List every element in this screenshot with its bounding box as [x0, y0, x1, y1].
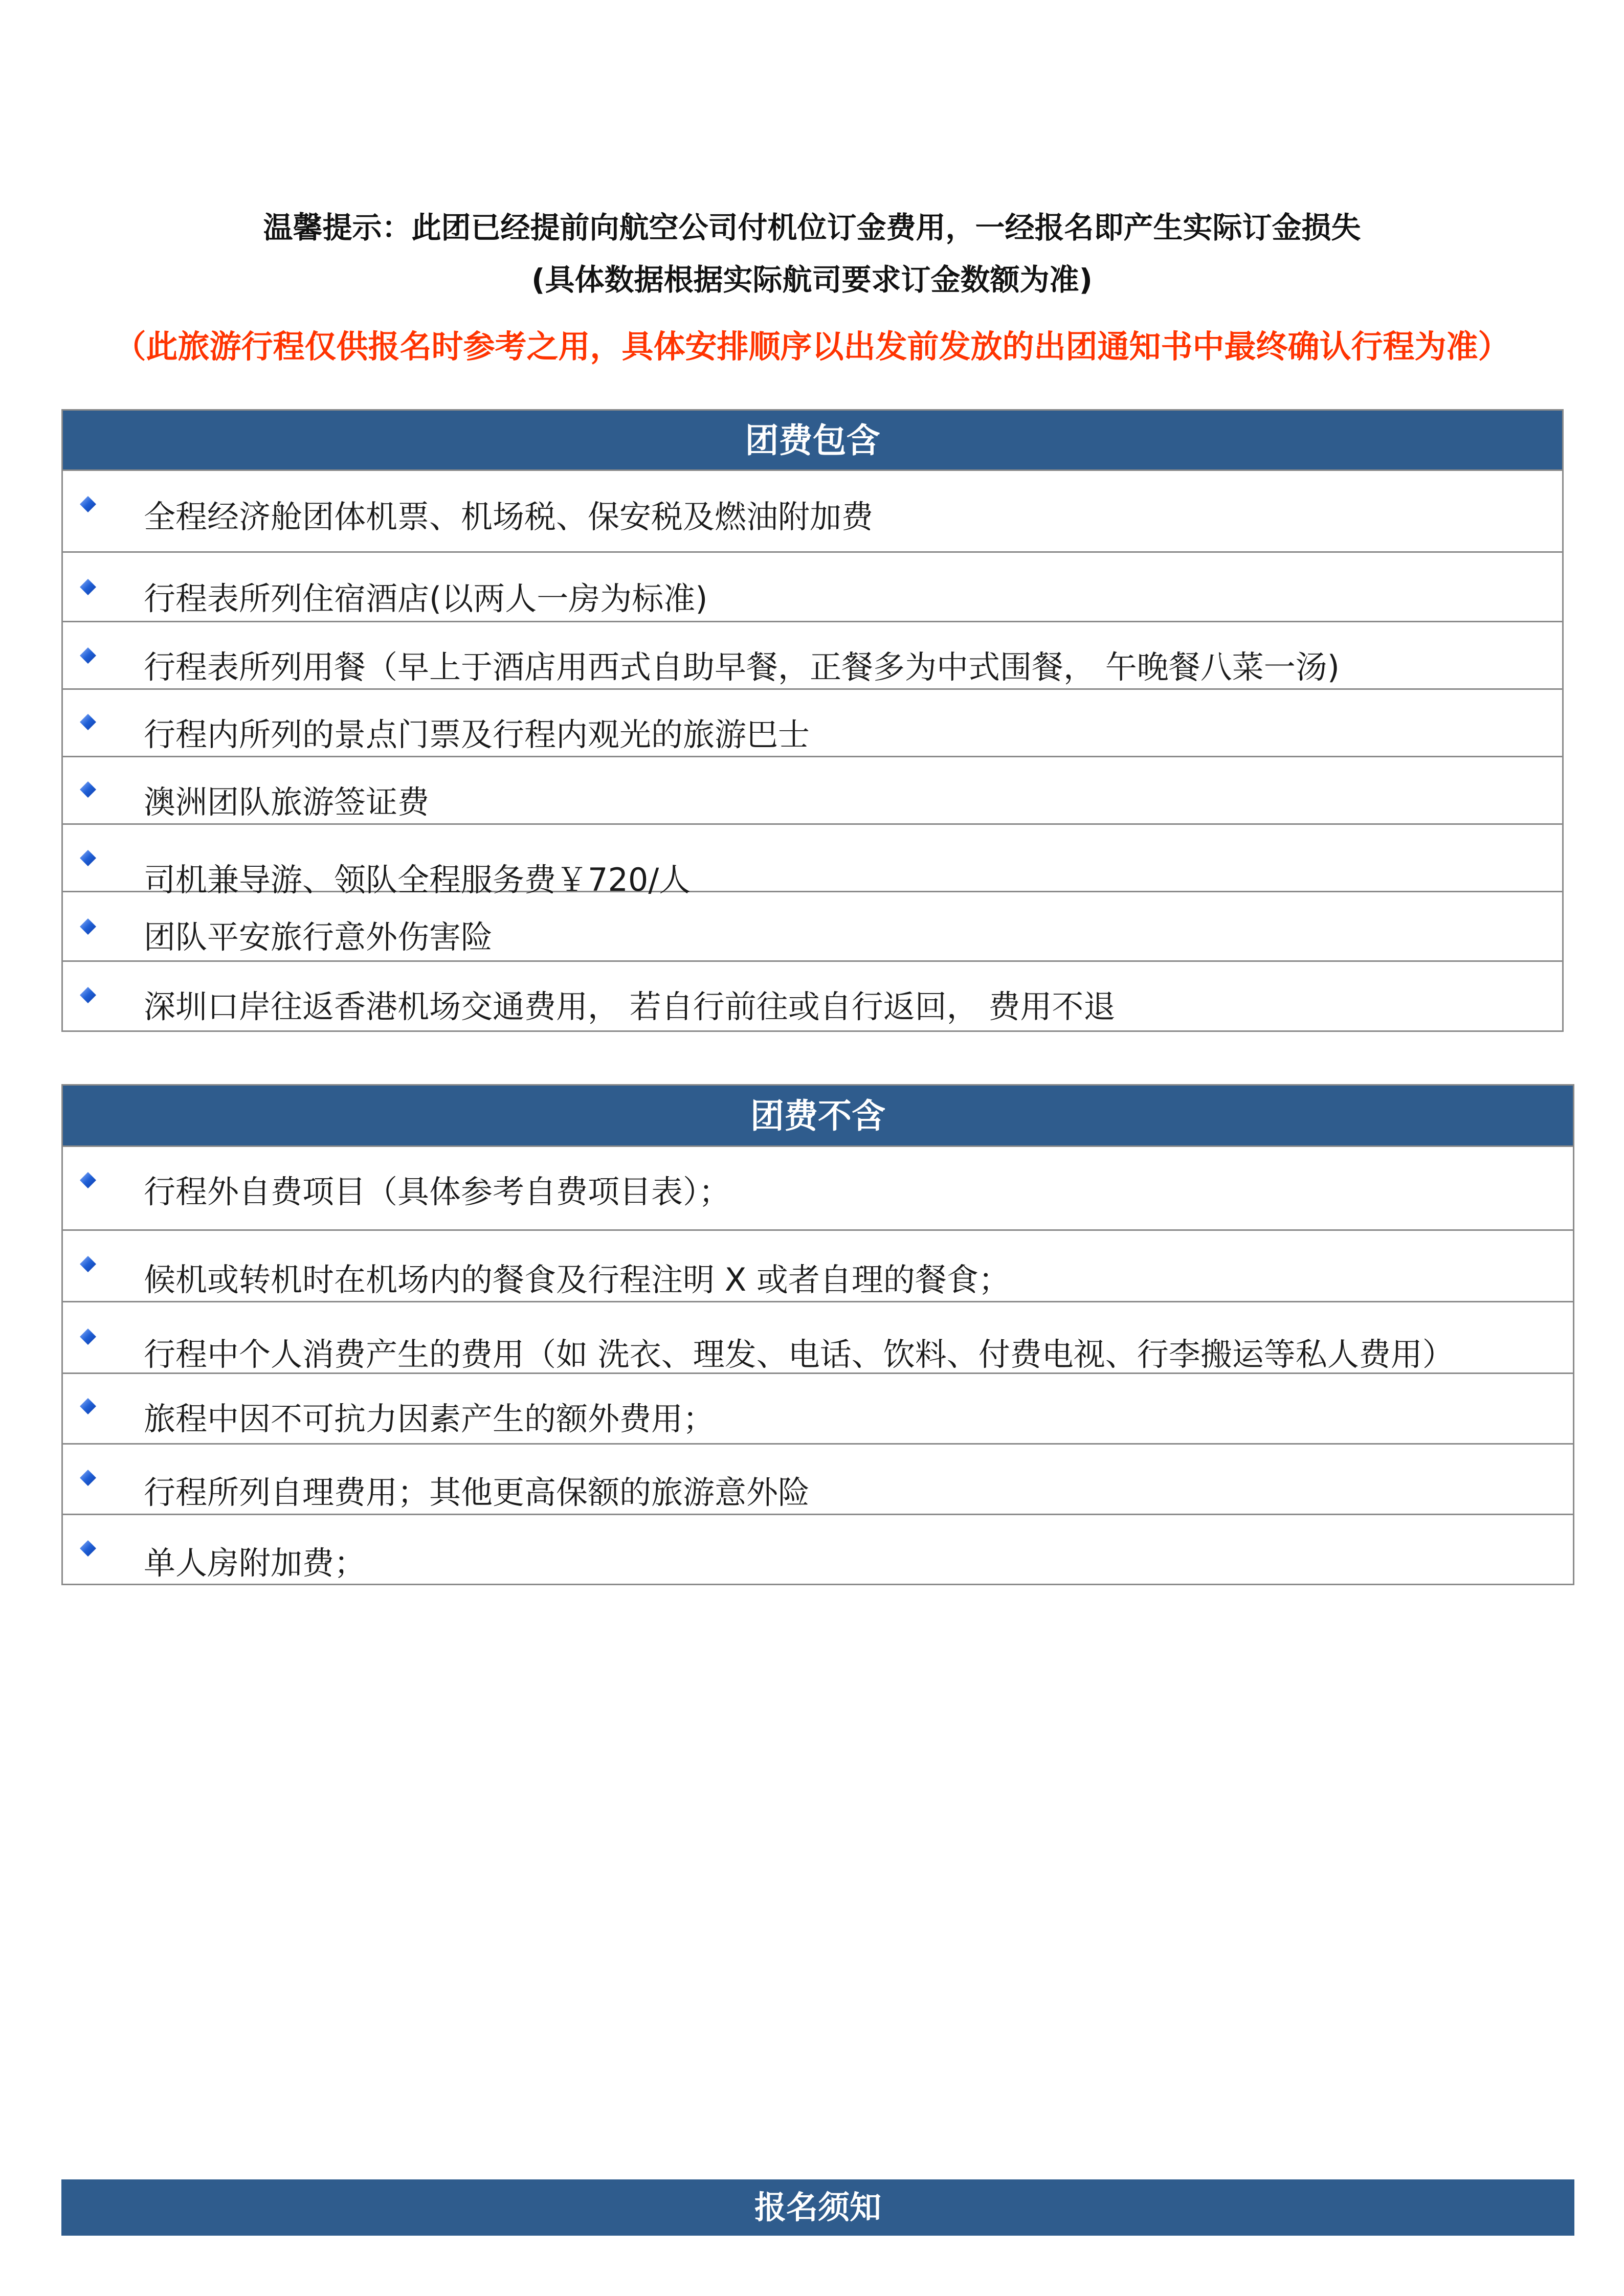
diamond-bullet-icon: [79, 1469, 97, 1487]
diamond-bullet-icon: [79, 578, 97, 596]
exclude-list-item: [63, 1231, 1573, 1302]
include-list-item: [63, 471, 1562, 553]
exclude-item-text: 行程中个人消费产生的费用（如 洗衣、理发、电话、饮料、付费电视、行李搬运等私人费用）: [144, 1336, 1454, 1373]
include-item-text: 全程经济舱团体机票、机场税、保安税及燃油附加费: [144, 498, 874, 535]
fee-include-list: [63, 471, 1562, 1029]
exclude-item-text: 单人房附加费；: [144, 1544, 366, 1582]
include-list-item: [63, 553, 1562, 622]
exclude-item-text: 行程外自费项目（具体参考自费项目表）；: [144, 1173, 731, 1210]
include-item-text: 行程表所列用餐（早上于酒店用西式自助早餐，正餐多为中式围餐， 午晚餐八菜一汤): [144, 648, 1340, 686]
signup-notice-title: 报名须知: [61, 2179, 1574, 2236]
fee-exclude-title: 团费不含: [63, 1086, 1573, 1147]
diamond-bullet-icon: [79, 986, 97, 1004]
signup-notice-table: [61, 2179, 1574, 2236]
diamond-bullet-icon: [79, 1540, 97, 1557]
include-item-text: 深圳口岸往返香港机场交通费用， 若自行前往或自行返回， 费用不退: [144, 988, 1116, 1025]
exclude-list-item: [63, 1515, 1573, 1584]
exclude-list-item: [63, 1302, 1573, 1374]
include-item-text: 司机兼导游、领队全程服务费￥720/人: [144, 861, 691, 898]
notice-line-1: 温馨提示：此团已经提前向航空公司付机位订金费用，一经报名即产生实际订金损失: [263, 210, 1361, 245]
include-list-item: [63, 757, 1562, 825]
include-list-item: [63, 825, 1562, 898]
include-list-item: [63, 962, 1562, 1029]
fee-include-title: 团费包含: [63, 411, 1562, 471]
exclude-list-item: [63, 1374, 1573, 1445]
fee-include-table: [61, 409, 1564, 1032]
diamond-bullet-icon: [79, 781, 97, 798]
exclude-list-item: [63, 1147, 1573, 1231]
notice-line-3: （此旅游行程仅供报名时参考之用，具体安排顺序以出发前发放的出团通知书中最终确认行程为准）: [114, 328, 1510, 365]
include-list-item: [63, 690, 1562, 757]
notice-line-2: (具体数据根据实际航司要求订金数额为准): [531, 262, 1093, 297]
exclude-item-text: 行程所列自理费用；其他更高保额的旅游意外险: [144, 1474, 810, 1511]
fee-exclude-table: [61, 1084, 1574, 1585]
exclude-item-text: 候机或转机时在机场内的餐食及行程注明 X 或者自理的餐食；: [144, 1261, 1010, 1298]
diamond-bullet-icon: [79, 849, 97, 867]
diamond-bullet-icon: [79, 713, 97, 731]
diamond-bullet-icon: [79, 1328, 97, 1345]
exclude-item-text: 旅程中因不可抗力因素产生的额外费用；: [144, 1400, 715, 1437]
include-item-text: 行程表所列住宿酒店(以两人一房为标准): [144, 580, 708, 617]
exclude-list-item: [63, 1445, 1573, 1515]
include-list-item: [63, 892, 1562, 962]
diamond-bullet-icon: [79, 918, 97, 935]
diamond-bullet-icon: [79, 647, 97, 664]
include-item-text: 行程内所列的景点门票及行程内观光的旅游巴士: [144, 716, 810, 753]
fee-exclude-list: [63, 1147, 1573, 1584]
include-item-text: 澳洲团队旅游签证费: [144, 783, 430, 821]
diamond-bullet-icon: [79, 1172, 97, 1189]
diamond-bullet-icon: [79, 1255, 97, 1273]
diamond-bullet-icon: [79, 496, 97, 513]
diamond-bullet-icon: [79, 1398, 97, 1415]
include-list-item: [63, 622, 1562, 690]
include-item-text: 团队平安旅行意外伤害险: [144, 918, 493, 956]
